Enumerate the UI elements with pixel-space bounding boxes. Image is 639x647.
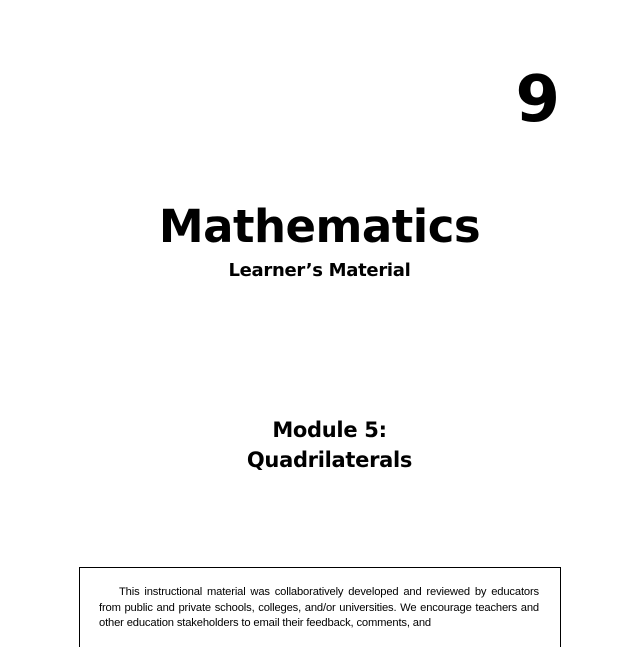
book-subtitle: Learner’s Material: [228, 260, 411, 281]
module-title: Quadrilaterals: [246, 448, 413, 472]
notice-text: This instructional material was collaboratively developed and reviewed by educators from public and private schools, colleges, and/or universities. We encourage teachers and other education stakeholders to email their feedback, comments, and: [99, 586, 539, 629]
module-heading: [0, 415, 639, 475]
book-title: Mathematics: [158, 200, 481, 253]
notice-box: [79, 567, 561, 647]
grade-level: 9: [515, 63, 559, 137]
module-number: Module 5:: [272, 418, 387, 442]
